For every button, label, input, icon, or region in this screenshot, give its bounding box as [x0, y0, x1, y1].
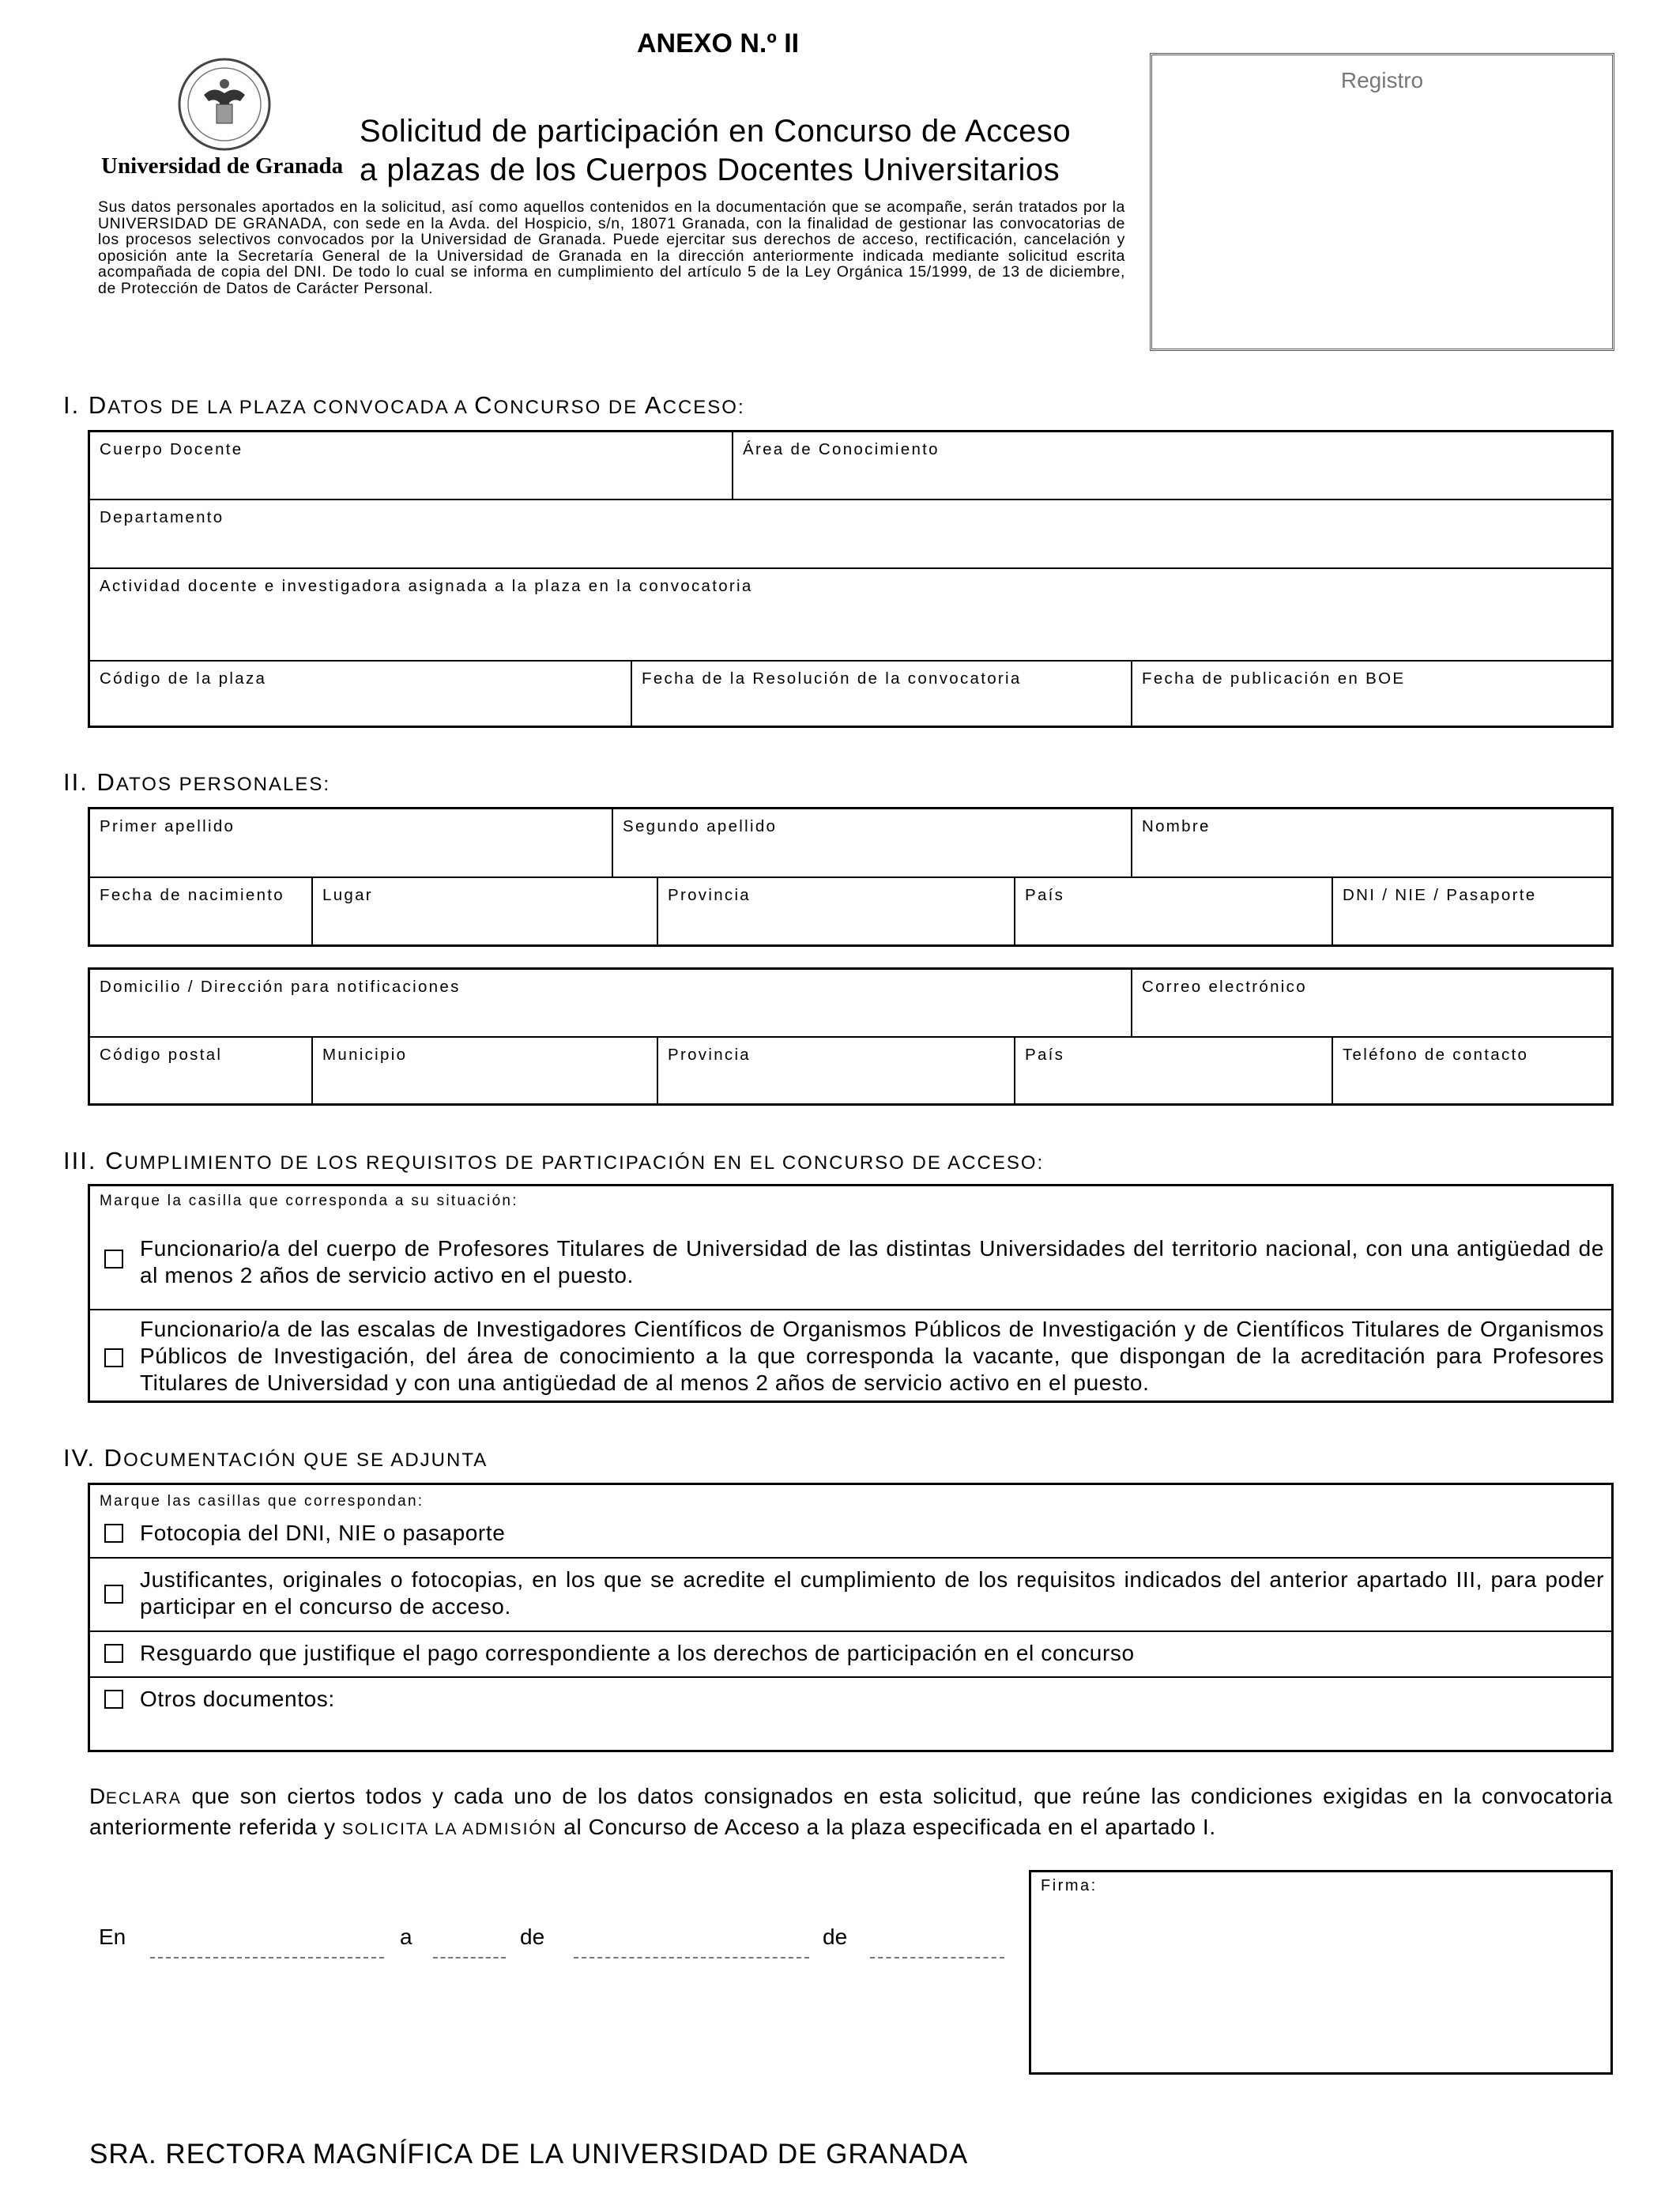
- fecha-resolucion-field[interactable]: [632, 662, 1132, 726]
- nombre-field[interactable]: [1132, 809, 1611, 878]
- requirement-2-text: Funcionario/a de las escalas de Investigadores Científicos de Organismos Públicos de Investigación y de Científicos Titulares de Organismos Públicos de Investigación, del área de conocimiento a la que corresponda la vacante, que dispongan de la acreditación para Profesores Titulares de Universidad y con una antigüedad de al menos 2 años de servicio activo en el puesto.: [140, 1317, 1604, 1395]
- section-1-title-c: ONCURSO DE: [493, 397, 645, 418]
- codigo-plaza-label: Código de la plaza: [100, 669, 267, 688]
- provincia-2-label: Provincia: [668, 1046, 751, 1064]
- municipio-field[interactable]: [313, 1038, 658, 1103]
- de-label-1: de: [520, 1924, 545, 1949]
- section-1-title: [63, 391, 745, 420]
- section-2-title: [63, 768, 330, 797]
- telefono-field[interactable]: [1333, 1038, 1611, 1103]
- area-conocimiento-label: Área de Conocimiento: [743, 440, 940, 458]
- declaration-text: [89, 1782, 1613, 1844]
- a-label: a: [400, 1924, 412, 1949]
- en-label: En: [99, 1924, 126, 1949]
- section-4-divider-2: [90, 1630, 1611, 1632]
- pais-2-label: País: [1025, 1046, 1065, 1064]
- municipio-label: Municipio: [322, 1046, 408, 1064]
- requirement-1-checkbox[interactable]: [104, 1250, 123, 1269]
- section-1-title-a: ATOS DE LA PLAZA CONVOCADA A: [107, 397, 475, 418]
- codigo-postal-field[interactable]: [90, 1038, 313, 1103]
- domicilio-label: Domicilio / Dirección para notificaciones: [100, 978, 461, 996]
- fecha-boe-label: Fecha de publicación en BOE: [1142, 669, 1406, 688]
- doc-resguardo-text: Resguardo que justifique el pago correspondiente a los derechos de participación en el concurso: [140, 1641, 1135, 1665]
- section-4-divider-3: [90, 1676, 1611, 1678]
- fecha-resolucion-label: Fecha de la Resolución de la convocatoria: [642, 669, 1022, 688]
- fecha-nacimiento-label: Fecha de nacimiento: [100, 886, 285, 904]
- section-4-title: [63, 1444, 488, 1472]
- provincia-field[interactable]: [658, 878, 1015, 944]
- annex-title: ANEXO N.º II: [637, 28, 800, 58]
- codigo-plaza-field[interactable]: [90, 662, 632, 726]
- lugar-label: Lugar: [322, 886, 373, 904]
- university-seal-icon: [177, 57, 272, 152]
- address-table: [88, 967, 1614, 1106]
- section-1-title-b: C: [474, 391, 494, 419]
- actividad-label: Actividad docente e investigadora asignada a la plaza en la convocatoria: [100, 577, 753, 595]
- signature-box[interactable]: [1029, 1870, 1613, 2075]
- university-logo: [93, 57, 354, 191]
- doc-resguardo-checkbox[interactable]: [104, 1644, 123, 1663]
- doc-dni-text: Fotocopia del DNI, NIE o pasaporte: [140, 1521, 506, 1545]
- section-3-divider: [90, 1309, 1611, 1310]
- section-4-box: [88, 1483, 1614, 1752]
- primer-apellido-label: Primer apellido: [100, 817, 235, 835]
- section-3-box: [88, 1184, 1614, 1403]
- pais-field[interactable]: [1015, 878, 1333, 944]
- title-line-2: a plazas de los Cuerpos Docentes Universitarios: [360, 153, 1060, 187]
- solicita-admision: SOLICITA LA ADMISIÓN: [342, 1820, 557, 1838]
- section-1-title-e: CCESO:: [662, 397, 745, 418]
- section-1-table: [88, 430, 1614, 728]
- doc-justificantes-checkbox[interactable]: [104, 1585, 123, 1604]
- section-1-title-d: A: [644, 391, 663, 419]
- doc-justificantes-text: Justificantes, originales o fotocopias, en los que se acredite el cumplimiento de los requisitos indicados del anterior apartado III, para poder participar en el concurso de acceso.: [140, 1567, 1604, 1619]
- registro-box: [1150, 53, 1614, 351]
- title-line-1: Solicitud de participación en Concurso de Acceso: [360, 114, 1072, 149]
- pais-2-field[interactable]: [1015, 1038, 1333, 1103]
- dni-field[interactable]: [1333, 878, 1611, 944]
- de-label-2: de: [823, 1924, 848, 1949]
- actividad-field[interactable]: [90, 569, 1611, 662]
- addressee: SRA. RECTORA MAGNÍFICA DE LA UNIVERSIDAD DE GRANADA: [89, 2139, 969, 2169]
- section-3-title-rest: UMPLIMIENTO DE LOS REQUISITOS DE PARTICIPACIÓN EN EL CONCURSO DE ACCESO:: [124, 1152, 1045, 1174]
- provincia-label: Provincia: [668, 886, 751, 904]
- nombre-label: Nombre: [1142, 817, 1211, 835]
- section-4-instruction: Marque las casillas que correspondan:: [100, 1493, 424, 1510]
- section-3-instruction: Marque la casilla que corresponda a su situación:: [100, 1193, 518, 1209]
- personal-data-table: [88, 807, 1614, 947]
- provincia-2-field[interactable]: [658, 1038, 1015, 1103]
- cuerpo-docente-label: Cuerpo Docente: [100, 440, 243, 458]
- doc-otros-checkbox[interactable]: [104, 1690, 123, 1709]
- section-4-divider-1: [90, 1557, 1611, 1559]
- segundo-apellido-field[interactable]: [613, 809, 1132, 878]
- year-input[interactable]: [870, 1957, 1004, 1958]
- area-conocimiento-field[interactable]: [733, 432, 1611, 500]
- correo-field[interactable]: [1132, 970, 1611, 1038]
- fecha-boe-field[interactable]: [1132, 662, 1611, 726]
- registro-label: Registro: [1340, 68, 1424, 92]
- declaration-part-2: al Concurso de Acceso a la plaza especificada en el apartado I.: [556, 1815, 1216, 1839]
- section-3-title-prefix: III. C: [63, 1147, 125, 1174]
- doc-otros-text: Otros documentos:: [140, 1687, 335, 1711]
- month-input[interactable]: [574, 1957, 809, 1958]
- departamento-label: Departamento: [100, 508, 224, 526]
- doc-dni-checkbox[interactable]: [104, 1524, 123, 1543]
- section-1-title-prefix: I. D: [63, 391, 108, 419]
- signature-label: Firma:: [1041, 1877, 1098, 1894]
- section-2-title-prefix: II. D: [63, 768, 116, 796]
- domicilio-field[interactable]: [90, 970, 1132, 1038]
- requirement-1-text: Funcionario/a del cuerpo de Profesores Titulares de Universidad de las distintas Universidades del territorio nacional, con una antigüedad de al menos 2 años de servicio activo en el puesto.: [140, 1236, 1604, 1287]
- day-input[interactable]: [433, 1957, 506, 1958]
- segundo-apellido-label: Segundo apellido: [623, 817, 778, 835]
- section-3-title: [63, 1147, 1044, 1175]
- form-title: [360, 112, 1071, 190]
- cuerpo-docente-field[interactable]: [90, 432, 733, 500]
- codigo-postal-label: Código postal: [100, 1046, 223, 1064]
- section-4-title-prefix: IV. D: [63, 1444, 124, 1472]
- departamento-field[interactable]: [90, 500, 1611, 569]
- place-input[interactable]: [150, 1957, 384, 1958]
- declara-initial: D: [89, 1784, 106, 1808]
- dni-label: DNI / NIE / Pasaporte: [1343, 886, 1537, 904]
- declara-rest: ECLARA: [105, 1789, 182, 1808]
- section-2-title-rest: ATOS PERSONALES:: [115, 774, 331, 795]
- primer-apellido-field[interactable]: [90, 809, 613, 878]
- telefono-label: Teléfono de contacto: [1343, 1046, 1529, 1064]
- lugar-field[interactable]: [313, 878, 658, 944]
- fecha-nacimiento-field[interactable]: [90, 878, 313, 944]
- university-name: Universidad de Granada: [101, 153, 344, 179]
- declaration-part-1: que son ciertos todos y cada uno de los datos consignados en esta solicitud, que reúne las condiciones exigidas en la convocatoria anteriormente referida y: [89, 1784, 1613, 1839]
- correo-label: Correo electrónico: [1142, 978, 1307, 996]
- requirement-2-checkbox[interactable]: [104, 1348, 123, 1367]
- privacy-notice: Sus datos personales aportados en la solicitud, así como aquellos contenidos en la documentación que se acompañe, serán tratados por la UNIVERSIDAD DE GRANADA, con sede en la Avda. del Hospicio, s/n, 18071 Granada, con la finalidad de gestionar las convocatorias de los procesos selectivos convocados por la Universidad de Granada. Puede ejercitar sus derechos de acceso, rectificación, cancelación y oposición ante la Secretaría General de la Universidad de Granada en la dirección anteriormente indicada mediante solicitud escrita acompañada de copia del DNI. De todo lo cual se informa en cumplimiento del artículo 5 de la Ley Orgánica 15/1999, de 13 de diciembre, de Protección de Datos de Carácter Personal.: [98, 198, 1125, 297]
- section-4-title-rest: OCUMENTACIÓN QUE SE ADJUNTA: [123, 1449, 488, 1471]
- pais-label: País: [1025, 886, 1065, 904]
